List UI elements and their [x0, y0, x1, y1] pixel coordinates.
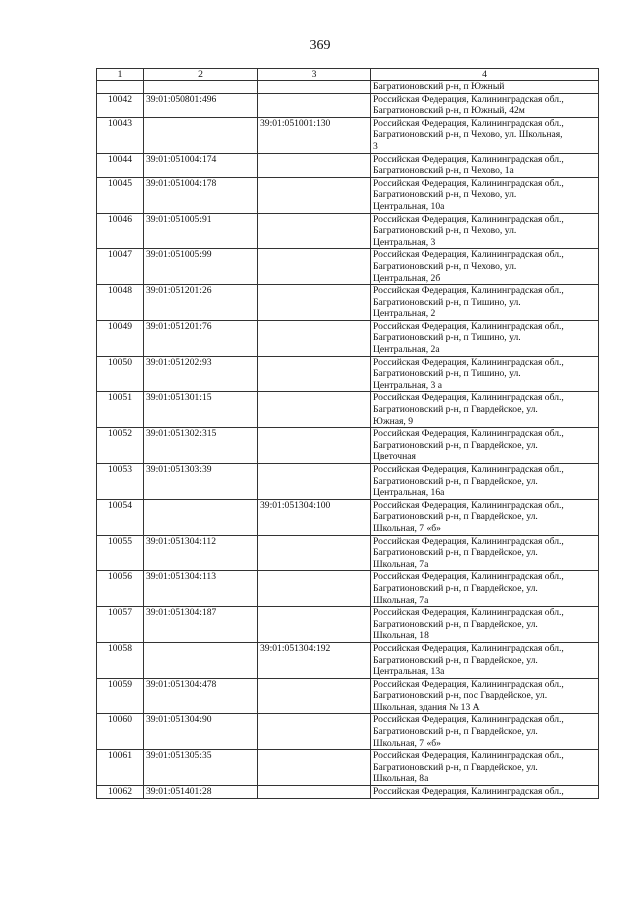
cadastral-number-cell: 39:01:051005:99 [144, 249, 258, 285]
cadastral-number-cell: 39:01:051001:130 [258, 117, 371, 153]
row-number-cell: 10050 [97, 356, 144, 392]
table-row [97, 678, 599, 714]
cadastral-number-cell: 39:01:051004:178 [144, 177, 258, 213]
row-number-cell [97, 81, 144, 94]
table-row [97, 285, 599, 321]
address-cell: Российская Федерация, Калининградская обл., Багратионовский р-н, п Чехово, ул. Школьная, 3 [371, 117, 599, 153]
cadastral-number-cell [258, 428, 371, 464]
address-cell: Российская Федерация, Калининградская обл., Багратионовский р-н, п Гвардейское, ул. Школьная, 7а [371, 571, 599, 607]
row-number-cell: 10045 [97, 177, 144, 213]
table-row [97, 249, 599, 285]
row-number-cell: 10058 [97, 642, 144, 678]
address-cell: Российская Федерация, Калининградская обл., Багратионовский р-н, п Гвардейское, ул. Школьная, 7 «б» [371, 499, 599, 535]
table-row [97, 714, 599, 750]
cadastral-number-cell [258, 607, 371, 643]
row-number-cell: 10051 [97, 392, 144, 428]
row-number-cell: 10062 [97, 786, 144, 799]
address-cell: Российская Федерация, Калининградская обл., Багратионовский р-н, п Гвардейское, ул. Цветочная [371, 428, 599, 464]
cadastral-number-cell [258, 153, 371, 177]
row-number-cell: 10057 [97, 607, 144, 643]
address-cell: Российская Федерация, Калининградская обл., Багратионовский р-н, п Гвардейское, ул. Школьная, 7а [371, 535, 599, 571]
address-cell: Российская Федерация, Калининградская обл., Багратионовский р-н, п Чехово, 1а [371, 153, 599, 177]
table-row [97, 213, 599, 249]
cadastral-number-cell [144, 642, 258, 678]
address-cell: Багратионовский р-н, п Южный [371, 81, 599, 94]
cadastral-number-cell: 39:01:050801:496 [144, 93, 258, 117]
cadastral-number-cell: 39:01:051201:76 [144, 320, 258, 356]
address-cell: Российская Федерация, Калининградская обл., Багратионовский р-н, п Тишино, ул. Центральная, 2а [371, 320, 599, 356]
table-row [97, 177, 599, 213]
table-row [97, 786, 599, 799]
cadastral-number-cell: 39:01:051304:113 [144, 571, 258, 607]
row-number-cell: 10044 [97, 153, 144, 177]
cadastral-number-cell [144, 81, 258, 94]
column-header: 2 [144, 69, 258, 81]
cadastral-number-cell [258, 464, 371, 500]
row-number-cell: 10046 [97, 213, 144, 249]
cadastral-number-cell [258, 177, 371, 213]
cadastral-number-cell [258, 320, 371, 356]
row-number-cell: 10047 [97, 249, 144, 285]
table-row [97, 81, 599, 94]
cadastral-number-cell: 39:01:051304:192 [258, 642, 371, 678]
column-header: 4 [371, 69, 599, 81]
address-cell: Российская Федерация, Калининградская обл., Багратионовский р-н, п Гвардейское, ул. Южная, 9 [371, 392, 599, 428]
cadastral-number-cell: 39:01:051304:112 [144, 535, 258, 571]
address-cell: Российская Федерация, Калининградская обл., Багратионовский р-н, пос Гвардейское, ул. Школьная, здания № 13 А [371, 678, 599, 714]
table-row [97, 153, 599, 177]
row-number-cell: 10056 [97, 571, 144, 607]
page-number: 369 [309, 38, 331, 53]
table-row [97, 356, 599, 392]
cadastral-number-cell [258, 535, 371, 571]
address-cell: Российская Федерация, Калининградская обл., [371, 786, 599, 799]
column-header: 1 [97, 69, 144, 81]
cadastral-number-cell [258, 714, 371, 750]
cadastral-number-cell [144, 499, 258, 535]
address-cell: Российская Федерация, Калининградская обл., Багратионовский р-н, п Гвардейское, ул. Школьная, 18 [371, 607, 599, 643]
address-cell: Российская Федерация, Калининградская обл., Багратионовский р-н, п Чехово, ул. Центральная, 2б [371, 249, 599, 285]
table-row [97, 499, 599, 535]
row-number-cell: 10061 [97, 750, 144, 786]
cadastral-number-cell: 39:01:051301:15 [144, 392, 258, 428]
cadastral-number-cell [258, 93, 371, 117]
address-cell: Российская Федерация, Калининградская обл., Багратионовский р-н, п Чехово, ул. Центральная, 3 [371, 213, 599, 249]
header-row [97, 69, 599, 81]
address-cell: Российская Федерация, Калининградская обл., Багратионовский р-н, п Тишино, ул. Центральная, 3 а [371, 356, 599, 392]
table-row [97, 642, 599, 678]
cadastral-number-cell: 39:01:051201:26 [144, 285, 258, 321]
cadastral-number-cell: 39:01:051004:174 [144, 153, 258, 177]
table-row [97, 392, 599, 428]
cadastral-number-cell: 39:01:051304:187 [144, 607, 258, 643]
row-number-cell: 10055 [97, 535, 144, 571]
column-header: 3 [258, 69, 371, 81]
cadastral-number-cell [258, 571, 371, 607]
table-row [97, 117, 599, 153]
cadastral-number-cell [258, 356, 371, 392]
row-number-cell: 10060 [97, 714, 144, 750]
table-row [97, 571, 599, 607]
address-cell: Российская Федерация, Калининградская обл., Багратионовский р-н, п Тишино, ул. Центральная, 2 [371, 285, 599, 321]
row-number-cell: 10054 [97, 499, 144, 535]
cadastral-number-cell [258, 249, 371, 285]
address-cell: Российская Федерация, Калининградская обл., Багратионовский р-н, п Южный, 42м [371, 93, 599, 117]
table-row [97, 607, 599, 643]
table-row [97, 428, 599, 464]
cadastral-number-cell [258, 678, 371, 714]
cadastral-number-cell [258, 285, 371, 321]
row-number-cell: 10053 [97, 464, 144, 500]
row-number-cell: 10043 [97, 117, 144, 153]
address-cell: Российская Федерация, Калининградская обл., Багратионовский р-н, п Гвардейское, ул. Школьная, 8а [371, 750, 599, 786]
table-row [97, 535, 599, 571]
cadastral-number-cell: 39:01:051401:28 [144, 786, 258, 799]
cadastral-number-cell: 39:01:051303:39 [144, 464, 258, 500]
row-number-cell: 10042 [97, 93, 144, 117]
address-cell: Российская Федерация, Калининградская обл., Багратионовский р-н, п Гвардейское, ул. Центральная, 16а [371, 464, 599, 500]
cadastral-number-cell [258, 750, 371, 786]
row-number-cell: 10059 [97, 678, 144, 714]
cadastral-number-cell: 39:01:051202:93 [144, 356, 258, 392]
cadastral-number-cell: 39:01:051304:478 [144, 678, 258, 714]
cadastral-number-cell [258, 81, 371, 94]
row-number-cell: 10049 [97, 320, 144, 356]
table-row [97, 750, 599, 786]
cadastral-number-cell: 39:01:051005:91 [144, 213, 258, 249]
cadastral-number-cell: 39:01:051304:100 [258, 499, 371, 535]
address-cell: Российская Федерация, Калининградская обл., Багратионовский р-н, п Чехово, ул. Центральная, 10а [371, 177, 599, 213]
cadastral-number-cell [258, 392, 371, 428]
registry-table [96, 68, 599, 799]
cadastral-number-cell [258, 786, 371, 799]
table-row [97, 93, 599, 117]
cadastral-number-cell: 39:01:051305:35 [144, 750, 258, 786]
row-number-cell: 10052 [97, 428, 144, 464]
cadastral-number-cell [258, 213, 371, 249]
cadastral-number-cell: 39:01:051304:90 [144, 714, 258, 750]
row-number-cell: 10048 [97, 285, 144, 321]
cadastral-number-cell: 39:01:051302:315 [144, 428, 258, 464]
table-row [97, 320, 599, 356]
table-row [97, 464, 599, 500]
address-cell: Российская Федерация, Калининградская обл., Багратионовский р-н, п Гвардейское, ул. Центральная, 13а [371, 642, 599, 678]
address-cell: Российская Федерация, Калининградская обл., Багратионовский р-н, п Гвардейское, ул. Школьная, 7 «б» [371, 714, 599, 750]
cadastral-number-cell [144, 117, 258, 153]
